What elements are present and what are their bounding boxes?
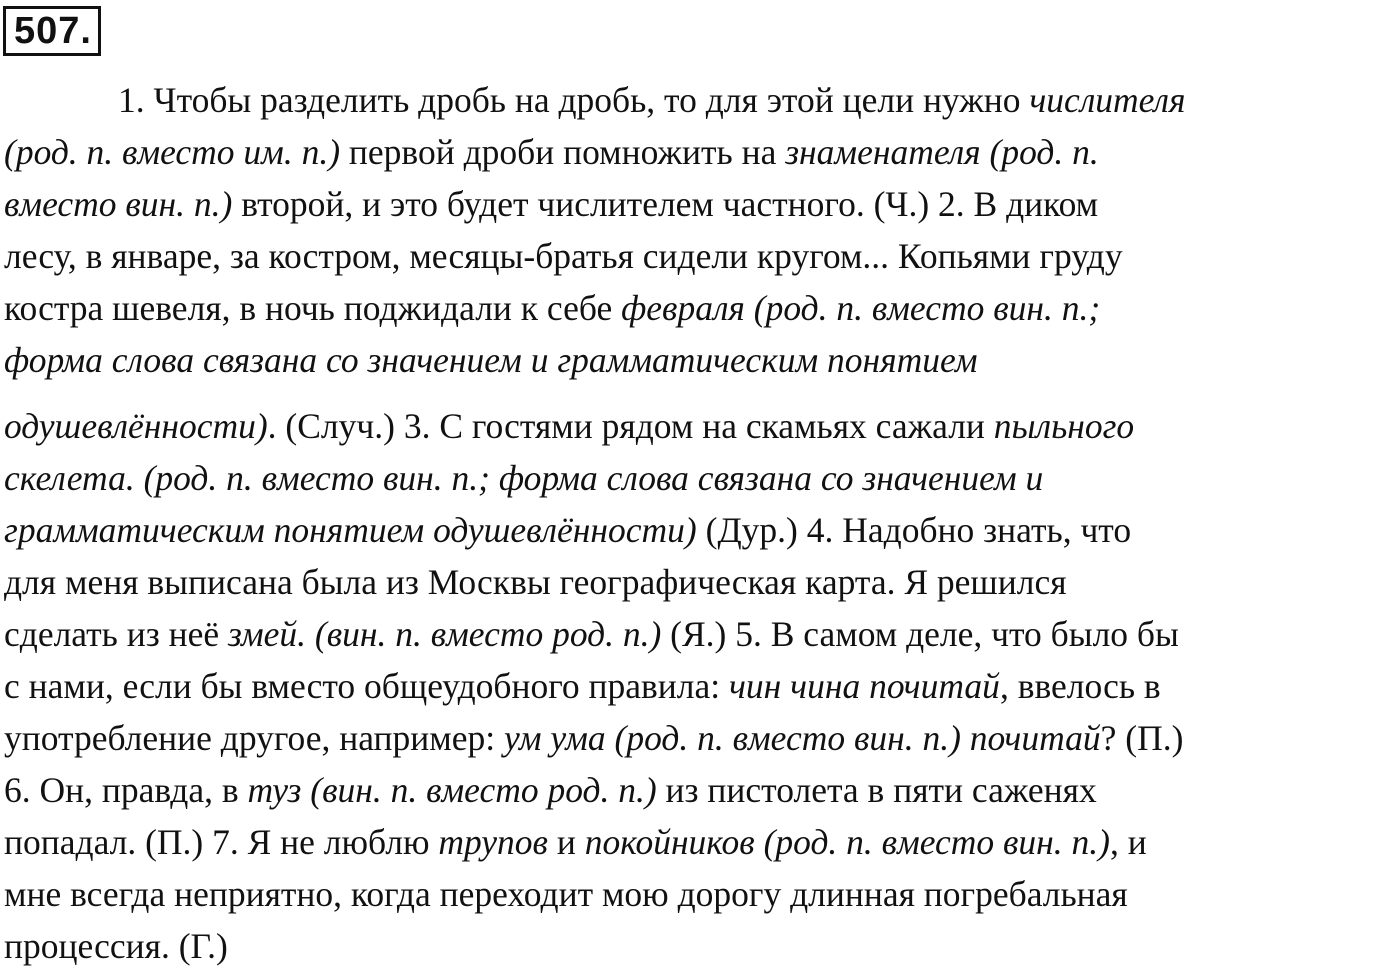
text-segment: ? (П.)	[1100, 718, 1184, 758]
italic-annotation: туз (вин. п. вместо род. п.)	[247, 770, 657, 810]
text-line-13	[4, 712, 1394, 764]
text-segment: из пистолета в пяти саженях	[656, 770, 1097, 810]
text-line-9	[4, 504, 1394, 556]
italic-annotation: знаменателя (род. п.	[785, 132, 1099, 172]
text-segment: (Я.) 5. В самом деле, что было бы	[661, 614, 1179, 654]
text-segment: и	[547, 822, 585, 862]
text-segment: 6. Он, правда, в	[4, 770, 248, 810]
text-segment: костра шевеля, в ночь поджидали к себе	[4, 288, 622, 328]
text-segment: 1. Чтобы разделить дробь на дробь, то для этой цели нужно	[118, 80, 1030, 120]
text-line-15	[4, 816, 1394, 868]
exercise-text	[4, 74, 1394, 972]
text-segment: процессия. (Г.)	[4, 926, 228, 966]
text-segment: . (Случ.) 3. С гостями рядом на скамьях сажали	[267, 406, 994, 446]
italic-annotation: вместо вин. п.)	[4, 184, 233, 224]
text-segment: второй, и это будет числителем частного. (Ч.) 2. В диком	[232, 184, 1099, 224]
text-segment: , ввелось в	[999, 666, 1161, 706]
text-line-14	[4, 764, 1394, 816]
italic-annotation: трупов	[438, 822, 548, 862]
text-line-5	[4, 282, 1394, 334]
exercise-number-box: 507.	[3, 6, 101, 56]
italic-annotation: форма слова связана со значением и грамматическим понятием	[4, 340, 978, 380]
text-line-17	[4, 920, 1394, 972]
text-segment: (Дур.) 4. Надобно знать, что	[696, 510, 1132, 550]
text-line-3	[4, 178, 1394, 230]
italic-annotation: чин чина почитай	[729, 666, 1000, 706]
italic-annotation: покойников (род. п. вместо вин. п.)	[584, 822, 1110, 862]
text-segment: сделать из неё	[4, 614, 228, 654]
text-line-10	[4, 556, 1394, 608]
text-segment: лесу, в январе, за костром, месяцы-братья сидели кругом... Копьями груду	[4, 236, 1123, 276]
text-line-16	[4, 868, 1394, 920]
italic-annotation: февраля (род. п. вместо вин. п.;	[621, 288, 1101, 328]
text-line-12	[4, 660, 1394, 712]
italic-annotation: ум ума (род. п. вместо вин. п.) почитай	[503, 718, 1101, 758]
italic-annotation: числителя	[1029, 80, 1186, 120]
text-segment: с нами, если бы вместо общеудобного правила:	[4, 666, 729, 706]
text-segment: первой дроби помножить на	[340, 132, 786, 172]
text-segment: употребление другое, например:	[4, 718, 504, 758]
text-line-1	[4, 74, 1394, 126]
italic-annotation: (род. п. вместо им. п.)	[4, 132, 341, 172]
italic-annotation: пыльного	[993, 406, 1135, 446]
italic-annotation: одушевлённости)	[4, 406, 268, 446]
text-segment: для меня выписана была из Москвы географическая карта. Я решился	[4, 562, 1067, 602]
italic-annotation: змей. (вин. п. вместо род. п.)	[228, 614, 662, 654]
italic-annotation: скелета. (род. п. вместо вин. п.; форма слова связана со значением и	[4, 458, 1044, 498]
italic-annotation: грамматическим понятием одушевлённости)	[4, 510, 697, 550]
text-segment: попадал. (П.) 7. Я не люблю	[4, 822, 439, 862]
text-line-11	[4, 608, 1394, 660]
text-line-6	[4, 334, 1394, 386]
text-line-8	[4, 452, 1394, 504]
text-line-7	[4, 400, 1394, 452]
text-segment: , и	[1110, 822, 1147, 862]
text-line-4	[4, 230, 1394, 282]
text-segment: мне всегда неприятно, когда переходит мою дорогу длинная погребальная	[4, 874, 1128, 914]
text-line-2	[4, 126, 1394, 178]
